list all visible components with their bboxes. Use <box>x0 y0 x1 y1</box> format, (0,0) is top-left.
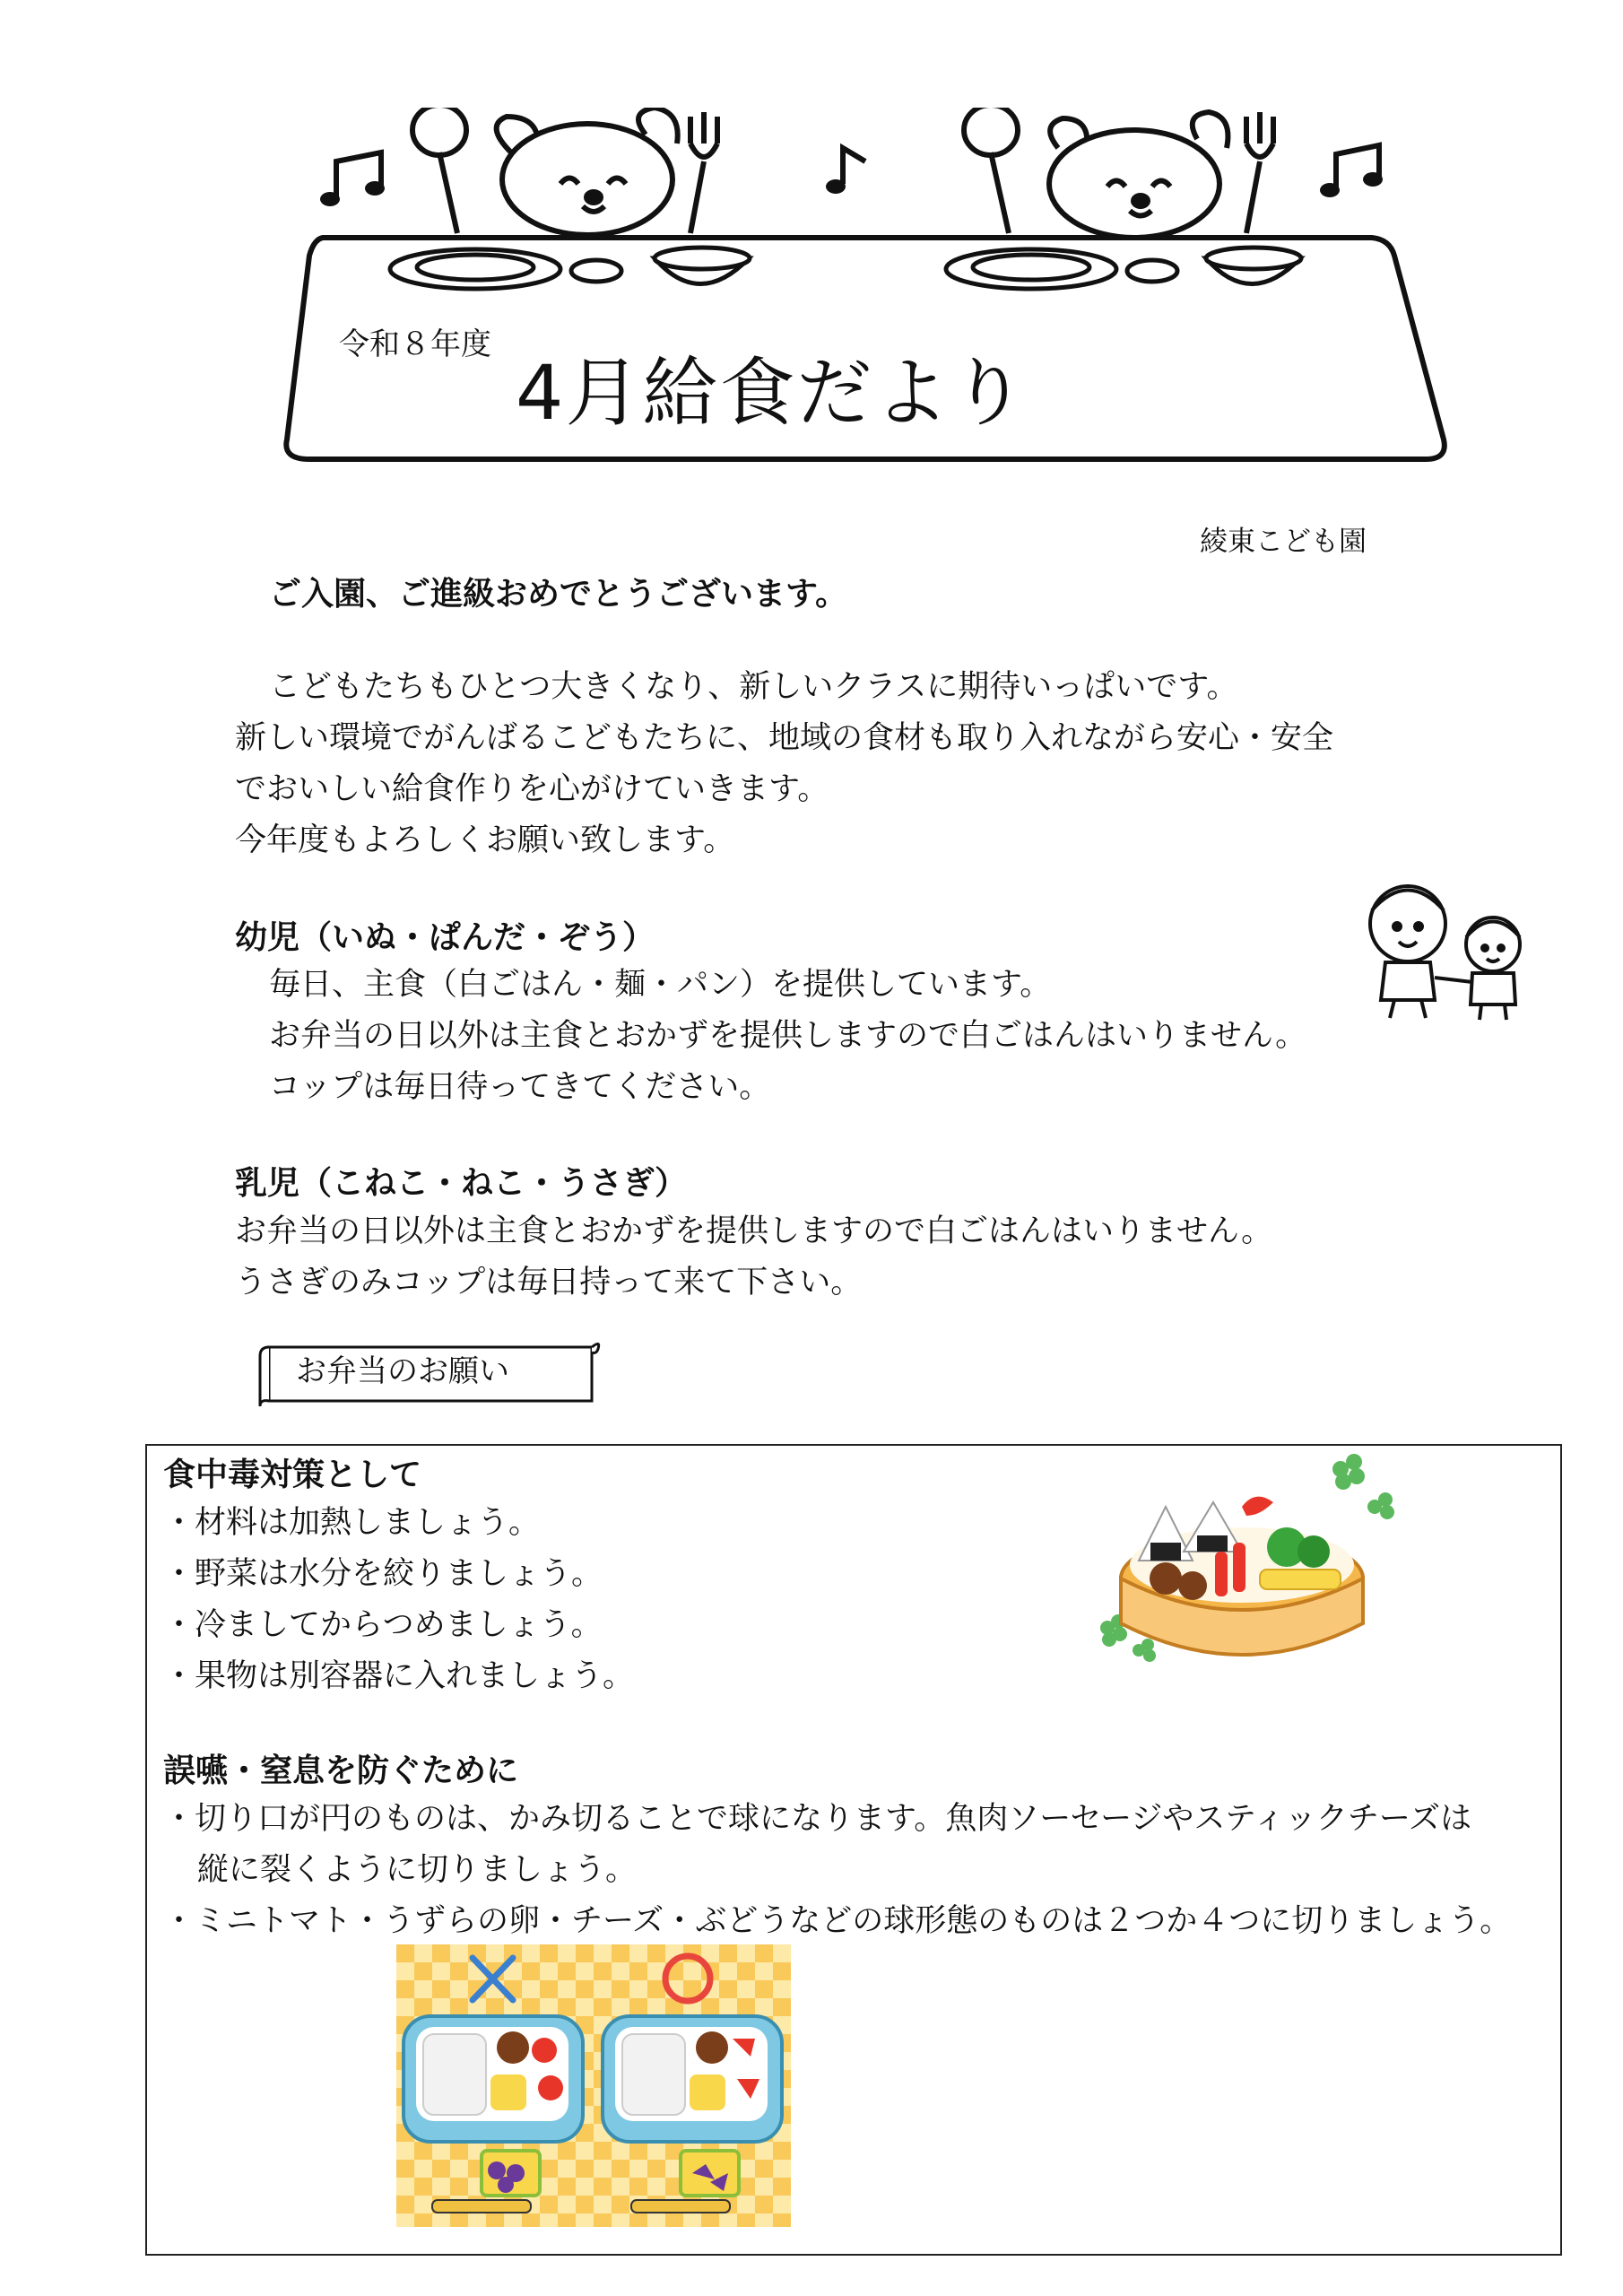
toddler-line: 毎日、主食（白ごはん・麺・パン）を提供しています。 <box>269 967 1052 1003</box>
infant-line: お弁当の日以外は主食とおかずを提供しますので白ごはんはいりません。 <box>235 1213 1273 1249</box>
greeting-line: 新しい環境でがんばるこどもたちに、地域の食材も取り入れながら安心・安全 <box>235 720 1334 756</box>
choking-list <box>163 1794 1511 1947</box>
bear-icon <box>412 108 717 235</box>
music-note-icon <box>826 148 865 194</box>
bento-illustration <box>1098 1453 1394 1677</box>
page-title: 4月給食だより <box>516 349 1028 437</box>
toddler-line: コップは毎日待ってきてください。 <box>269 1069 771 1105</box>
list-item: ・材料は加熱しましょう。 <box>163 1505 541 1541</box>
choking-heading: 誤嚥・窒息を防ぐために <box>163 1752 519 1789</box>
toddler-heading: 幼児（いぬ・ぱんだ・ぞう） <box>235 919 655 956</box>
children-illustration <box>1345 865 1542 1022</box>
list-item: ・果物は別容器に入れましょう。 <box>163 1658 635 1694</box>
school-name: 綾東こども園 <box>1200 526 1367 558</box>
food-safety-list <box>163 1498 634 1702</box>
infant-heading: 乳児（こねこ・ねこ・うさぎ） <box>235 1165 688 1202</box>
greeting-line: こどもたちもひとつ大きくなり、新しいクラスに期待いっぱいです。 <box>269 669 1238 705</box>
bear-icon <box>964 108 1273 238</box>
clover-icon <box>1133 1639 1156 1662</box>
list-item: ・冷ましてからつめましょう。 <box>163 1607 603 1643</box>
toddler-line: お弁当の日以外は主食とおかずを提供しますので白ごはんはいりません。 <box>269 1018 1307 1054</box>
list-item: 縦に裂くように切りましょう。 <box>197 1852 638 1888</box>
infant-line: うさぎのみコップは毎日持って来て下さい。 <box>235 1265 863 1300</box>
greeting-line: でおいしい給食作りを心がけていきます。 <box>235 771 829 807</box>
clover-icon <box>1332 1454 1365 1490</box>
music-note-icon <box>320 152 385 206</box>
header-era: 令和８年度 <box>339 326 491 362</box>
greeting-heading: ご入園、ご進級おめでとうございます。 <box>269 576 848 613</box>
clover-icon <box>1367 1492 1394 1519</box>
toddler-paragraph <box>269 960 1306 1113</box>
food-safety-heading: 食中毒対策として <box>163 1457 422 1493</box>
music-note-icon <box>1320 145 1383 197</box>
list-item: ・ミニトマト・うずらの卵・チーズ・ぶどうなどの球形態のものは２つか４つに切りましょう。 <box>163 1903 1512 1939</box>
comparison-illustration <box>396 1944 791 2227</box>
greeting-paragraph <box>235 662 1333 866</box>
list-item: ・切り口が円のものは、かみ切ることで球になります。魚肉ソーセージやスティックチーズは <box>163 1801 1472 1837</box>
greeting-line: 今年度もよろしくお願い致します。 <box>235 822 735 858</box>
list-item: ・野菜は水分を絞りましょう。 <box>163 1556 603 1592</box>
bento-request-label: お弁当のお願い <box>296 1353 509 1389</box>
infant-paragraph <box>235 1206 1272 1309</box>
